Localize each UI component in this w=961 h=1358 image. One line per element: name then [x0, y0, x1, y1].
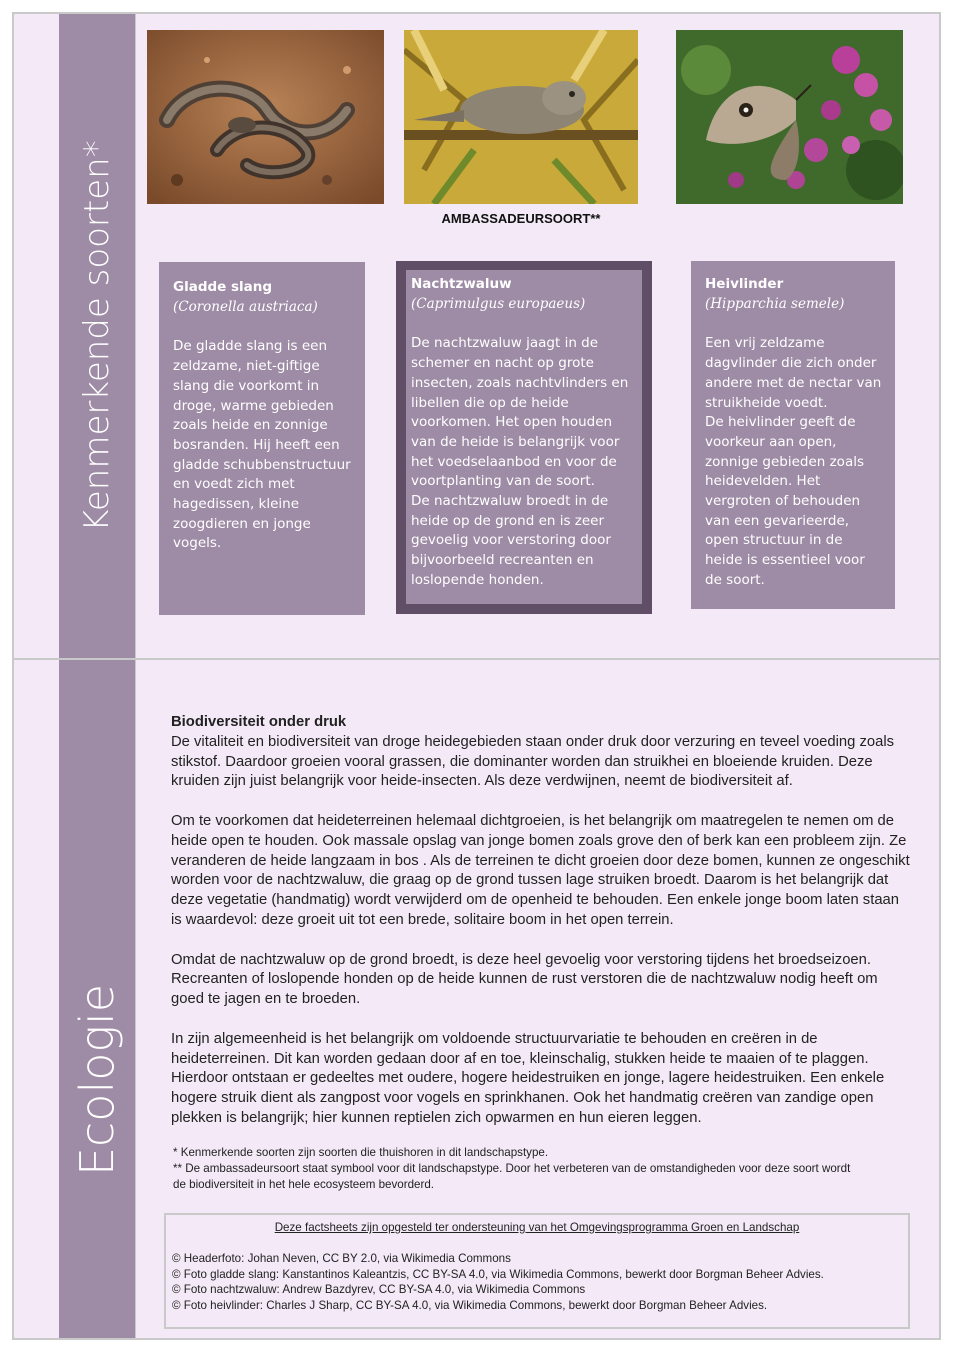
- ecology-paragraph-2: Om te voorkomen dat heideterreinen helemaal dichtgroeien, is het belangrijk om maatregelen te nemen om de heide open te houden. Ook massale opslag van jonge bomen zoals grove den of berk kan een probleem zijn. Ze veranderen de heide langzaam in bos . Als de terreinen te dicht groeien door deze bomen, kunnen ze ongeschikt worden voor de nachtzwaluw, die graag op de grond tussen lage struiken broedt. Daarom is het belangrijk dat deze vegetatie (handmatig) wordt verwijderd om de openheid te behouden. Een enkele jonge boom laten staan is waardevol: deze groeit uit tot een brede, solitaire boom in het open terrein.: [171, 812, 910, 928]
- footnotes: [173, 1145, 863, 1193]
- credit-line: © Foto heivlinder: Charles J Sharp, CC BY-SA 4.0, via Wikimedia Commons, bewerkt door Borgman Beheer Advies.: [172, 1299, 768, 1313]
- credit-line: © Foto nachtzwaluw: Andrew Bazdyrev, CC BY-SA 4.0, via Wikimedia Commons: [172, 1283, 586, 1297]
- credits-box: [164, 1213, 910, 1329]
- species-latin: (Caprimulgus europaeus): [411, 295, 586, 312]
- ecology-paragraph-4: In zijn algemeenheid is het belangrijk om voldoende structuurvariatie te behouden en creëren in de heideterreinen. Dit kan worden gedaan door af en toe, kleinschalig, stukken heide te maaien of te plaggen. Hierdoor ontstaan er gedeeltes met oudere, hogere heidestruiken en jonge, lagere heidestruiken. Een enkele hogere struik dient als zangpost voor vogels en sprinkhanen. Ook het handmatig creëren van zandige open plekken is belangrijk; hier kunnen reptielen zich opwarmen en hun eieren leggen.: [171, 1030, 885, 1126]
- species-latin: (Hipparchia semele): [705, 295, 845, 312]
- ecology-heading: Biodiversiteit onder druk: [171, 714, 347, 730]
- section-divider: [12, 658, 941, 660]
- species-description: Een vrij zeldzame dagvlinder die zich onder andere met de nectar van struikheide voedt.: [705, 335, 882, 411]
- sidebar-title-species: Kenmerkende soorten*: [77, 140, 117, 532]
- credit-line: © Headerfoto: Johan Neven, CC BY 2.0, via Wikimedia Commons: [172, 1251, 511, 1265]
- ecology-paragraph-1: De vitaliteit en biodiversiteit van droge heidegebieden staan onder druk door verzuring en teveel voeding zoals stikstof. Daardoor groeien vooral grassen, die dominanter worden dan struikhei en bloeiende kruiden. Deze kruiden zijn juist belangrijk voor heide-insecten. Als deze verdwijnen, neemt de biodiversiteit af.: [171, 733, 895, 790]
- credit-line: © Foto gladde slang: Kanstantinos Kaleantzis, CC BY-SA 4.0, via Wikimedia Commons, bewerkt door Borgman Beheer Advies.: [172, 1267, 824, 1281]
- ambassador-label: AMBASSADEURSOORT**: [441, 211, 601, 226]
- species-description-2: De heivlinder geeft de voorkeur aan open, zonnige gebieden zoals heidevelden. Het vergroten of behouden van een gevarieerde, open structuur in de heide is essentieel voor de soort.: [705, 414, 865, 588]
- sidebar-title-ecology: Ecologie: [70, 984, 124, 1177]
- ecology-paragraph-3: Omdat de nachtzwaluw op de grond broedt, is deze heel gevoelig voor verstoring tijdens het broedseizoen. Recreanten of loslopende honden op de heide kunnen de rust verstoren die de nachtzwaluw nodig heeft om goed te jagen en te broeden.: [171, 951, 878, 1008]
- species-card-heivlinder: [691, 261, 895, 609]
- footnote-1: * Kenmerkende soorten zijn soorten die thuishoren in dit landschapstype.: [173, 1146, 549, 1159]
- species-description: De gladde slang is een zeldzame, niet-giftige slang die voorkomt in droge, warme gebieden zoals heide en zonnige bosranden. Hij heeft een gladde schubbenstructuur en voedt zich met hagedissen, kleine zoogdieren en jonge vogels.: [173, 338, 351, 552]
- species-name: Heivlinder: [705, 276, 784, 292]
- sidebar-species: [59, 14, 135, 658]
- species-description: De nachtzwaluw jaagt in de schemer en nacht op grote insecten, zoals nachtvlinders en libellen die op de heide voorkomen. Het open houden van de heide is belangrijk voor het voedselaanbod en voor de voortplanting van de soort.: [411, 335, 629, 490]
- species-card-gladde-slang: [159, 262, 365, 615]
- snake-photo: [147, 30, 384, 204]
- nightjar-photo: [404, 30, 638, 204]
- butterfly-photo: [676, 30, 903, 204]
- species-name: Nachtzwaluw: [411, 276, 512, 292]
- credits-title: Deze factsheets zijn opgesteld ter ondersteuning van het Omgevingsprogramma Groen en Landschap: [274, 1221, 800, 1234]
- species-card-nachtzwaluw: [406, 270, 642, 604]
- sidebar-ecology: [59, 660, 135, 1338]
- species-description-2: De nachtzwaluw broedt in de heide op de grond en is zeer gevoelig voor verstoring door bijvoorbeeld recreanten en loslopende honden.: [411, 493, 611, 588]
- species-name: Gladde slang: [173, 279, 273, 295]
- footnote-2: ** De ambassadeursoort staat symbool voor dit landschapstype. Door het verbeteren van de omstandigheden voor deze soort wordt de biodiversiteit in het hele ecosysteem bevorderd.: [173, 1162, 851, 1191]
- ecology-section: [171, 713, 911, 1149]
- species-latin: (Coronella austriaca): [173, 298, 318, 315]
